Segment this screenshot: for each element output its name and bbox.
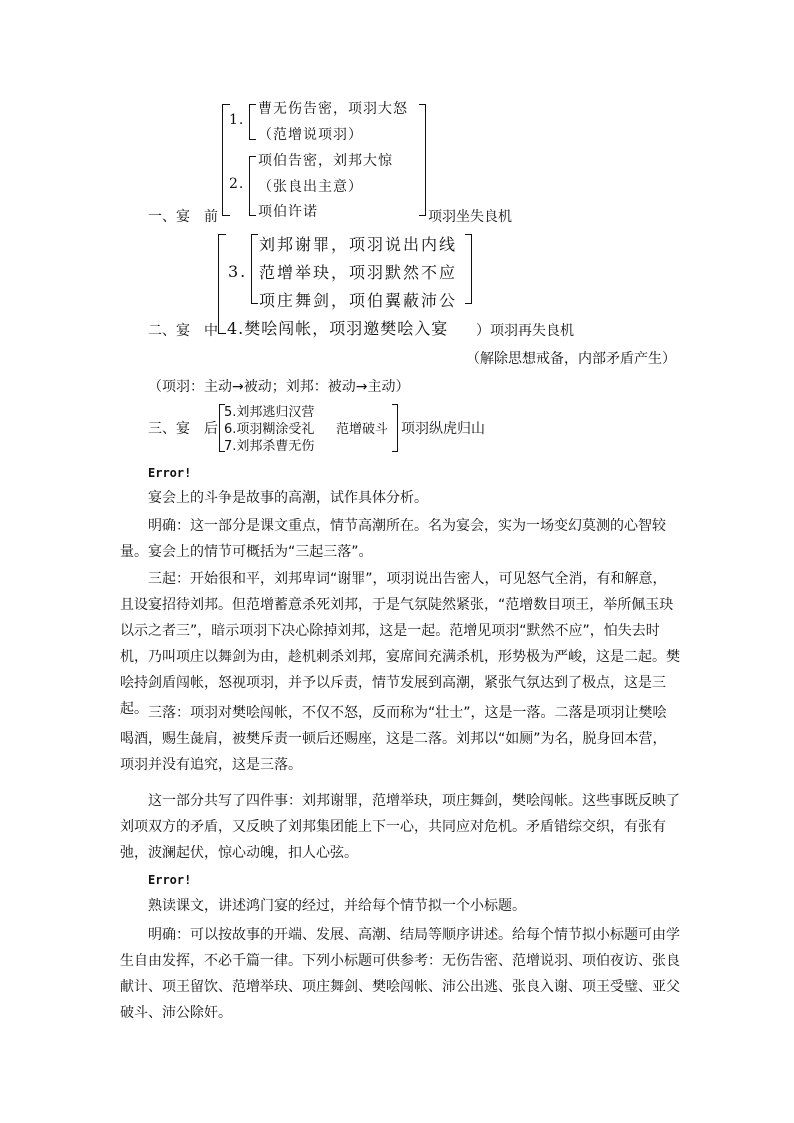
bracket-g1 xyxy=(249,104,256,140)
outline-summary: （项羽：主动→被动；刘邦：被动→主动） xyxy=(148,379,410,395)
answer-3: 三落：项羽对樊哙闯帐，不仅不怒，反而称为“壮士”，这是一落。二落是项羽让樊哙喝酒，赐生彘肩，被樊斥责一顿后还赐座，这是二落。刘邦以“如厕”为名，脱身回本营，项羽并没有追究，这是三落。 xyxy=(120,705,667,773)
answer-1: 明确：这一部分是课文重点，情节高潮所在。名为宴会，实为一场变幻莫测的心智较量。宴会上的情节可概括为“三起三落”。 xyxy=(120,518,666,560)
g4-item: 4.樊哙闯帐，项羽邀樊哙入宴 xyxy=(227,319,449,338)
bracket-s2-outer xyxy=(218,234,226,334)
s3-item-3: 7.刘邦杀曹无伤 xyxy=(224,439,315,454)
s3-label: 三、宴 后 xyxy=(148,421,218,437)
g2-item-2: （张良出主意） xyxy=(258,179,363,195)
g3-item-1: 刘邦谢罪，项羽说出内线 xyxy=(259,235,458,254)
bracket-g3-right xyxy=(465,234,472,304)
error-label: Error! xyxy=(148,873,192,887)
error-label: Error! xyxy=(148,466,192,480)
s1-label: 一、宴 前 xyxy=(148,209,218,225)
s3-item-1: 5.刘邦逃归汉营 xyxy=(224,405,315,420)
g1-item-2: （范增说项羽） xyxy=(258,127,363,143)
answer-5: 明确：可以按故事的开端、发展、高潮、结局等顺序讲述。给每个情节拟小标题可由学生自由发挥，不必千篇一律。下列小标题可供参考：无伤告密、范增说羽、项伯夜访、张良献计、项王留饮、范增举玦、项庄舞剑、樊哙闯帐、沛公出逃、张良入谢、项王受璧、亚父破斗、沛公除奸。 xyxy=(120,927,680,1021)
s1-result: 项羽坐失良机 xyxy=(428,209,512,225)
bracket-s1-right xyxy=(419,104,426,216)
question-2: 熟读课文，讲述鸿门宴的经过，并给每个情节拟一个小标题。 xyxy=(148,898,526,914)
s3-item-2: 6.项羽糊涂受礼 xyxy=(224,422,315,437)
g3-item-3: 项庄舞剑，项伯翼蔽沛公 xyxy=(259,291,458,310)
question-1: 宴会上的斗争是故事的高潮，试作具体分析。 xyxy=(148,490,428,506)
s2-label: 二、宴 中 xyxy=(148,323,218,339)
s2-note: （解除思想戒备，内部矛盾产生） xyxy=(466,351,676,367)
s2-result: ）项羽再失良机 xyxy=(476,323,574,339)
g1-item-1: 曹无伤告密，项羽大怒 xyxy=(258,101,408,117)
g3-number: 3. xyxy=(228,262,248,281)
s3-result: 项羽纵虎归山 xyxy=(401,421,485,437)
g2-number: 2. xyxy=(229,176,245,192)
s3-mid: 范增破斗 xyxy=(336,422,389,437)
bracket-g2 xyxy=(249,156,256,216)
answer-2: 三起：开始很和平，刘邦卑词“谢罪”，项羽说出告密人，可见怒气全消，有和解意，且设宴招待刘邦。但范增蓄意杀死刘邦，于是气氛陡然紧张，“范增数目项王，举所佩玉玦以示之者三”，暗示项羽下决心除掉刘邦，这是一起。范增见项羽“默然不应”，怕失去时机，乃叫项庄以舞剑为由，趁机刺杀刘邦，宴席间充满杀机，形势极为严峻，这是二起。樊哙持剑盾闯帐，怒视项羽，并予以斥责，情节发展到高潮，紧张气氛达到了极点，这是三起。 xyxy=(120,571,680,717)
g3-item-2: 范增举玦，项羽默然不应 xyxy=(259,263,458,282)
g2-item-3: 项伯许诺 xyxy=(258,204,318,220)
answer-4: 这一部分共写了四件事：刘邦谢罪，范增举玦，项庄舞剑，樊哙闯帐。这些事既反映了刘项双方的矛盾，又反映了刘邦集团能上下一心，共同应对危机。矛盾错综交织，有张有弛，波澜起伏，惊心动魄，扣人心弦。 xyxy=(120,793,680,861)
bracket-g3 xyxy=(251,234,258,304)
g1-number: 1. xyxy=(229,112,245,128)
g2-item-1: 项伯告密，刘邦大惊 xyxy=(258,153,393,169)
bracket-s3-right xyxy=(392,404,398,452)
